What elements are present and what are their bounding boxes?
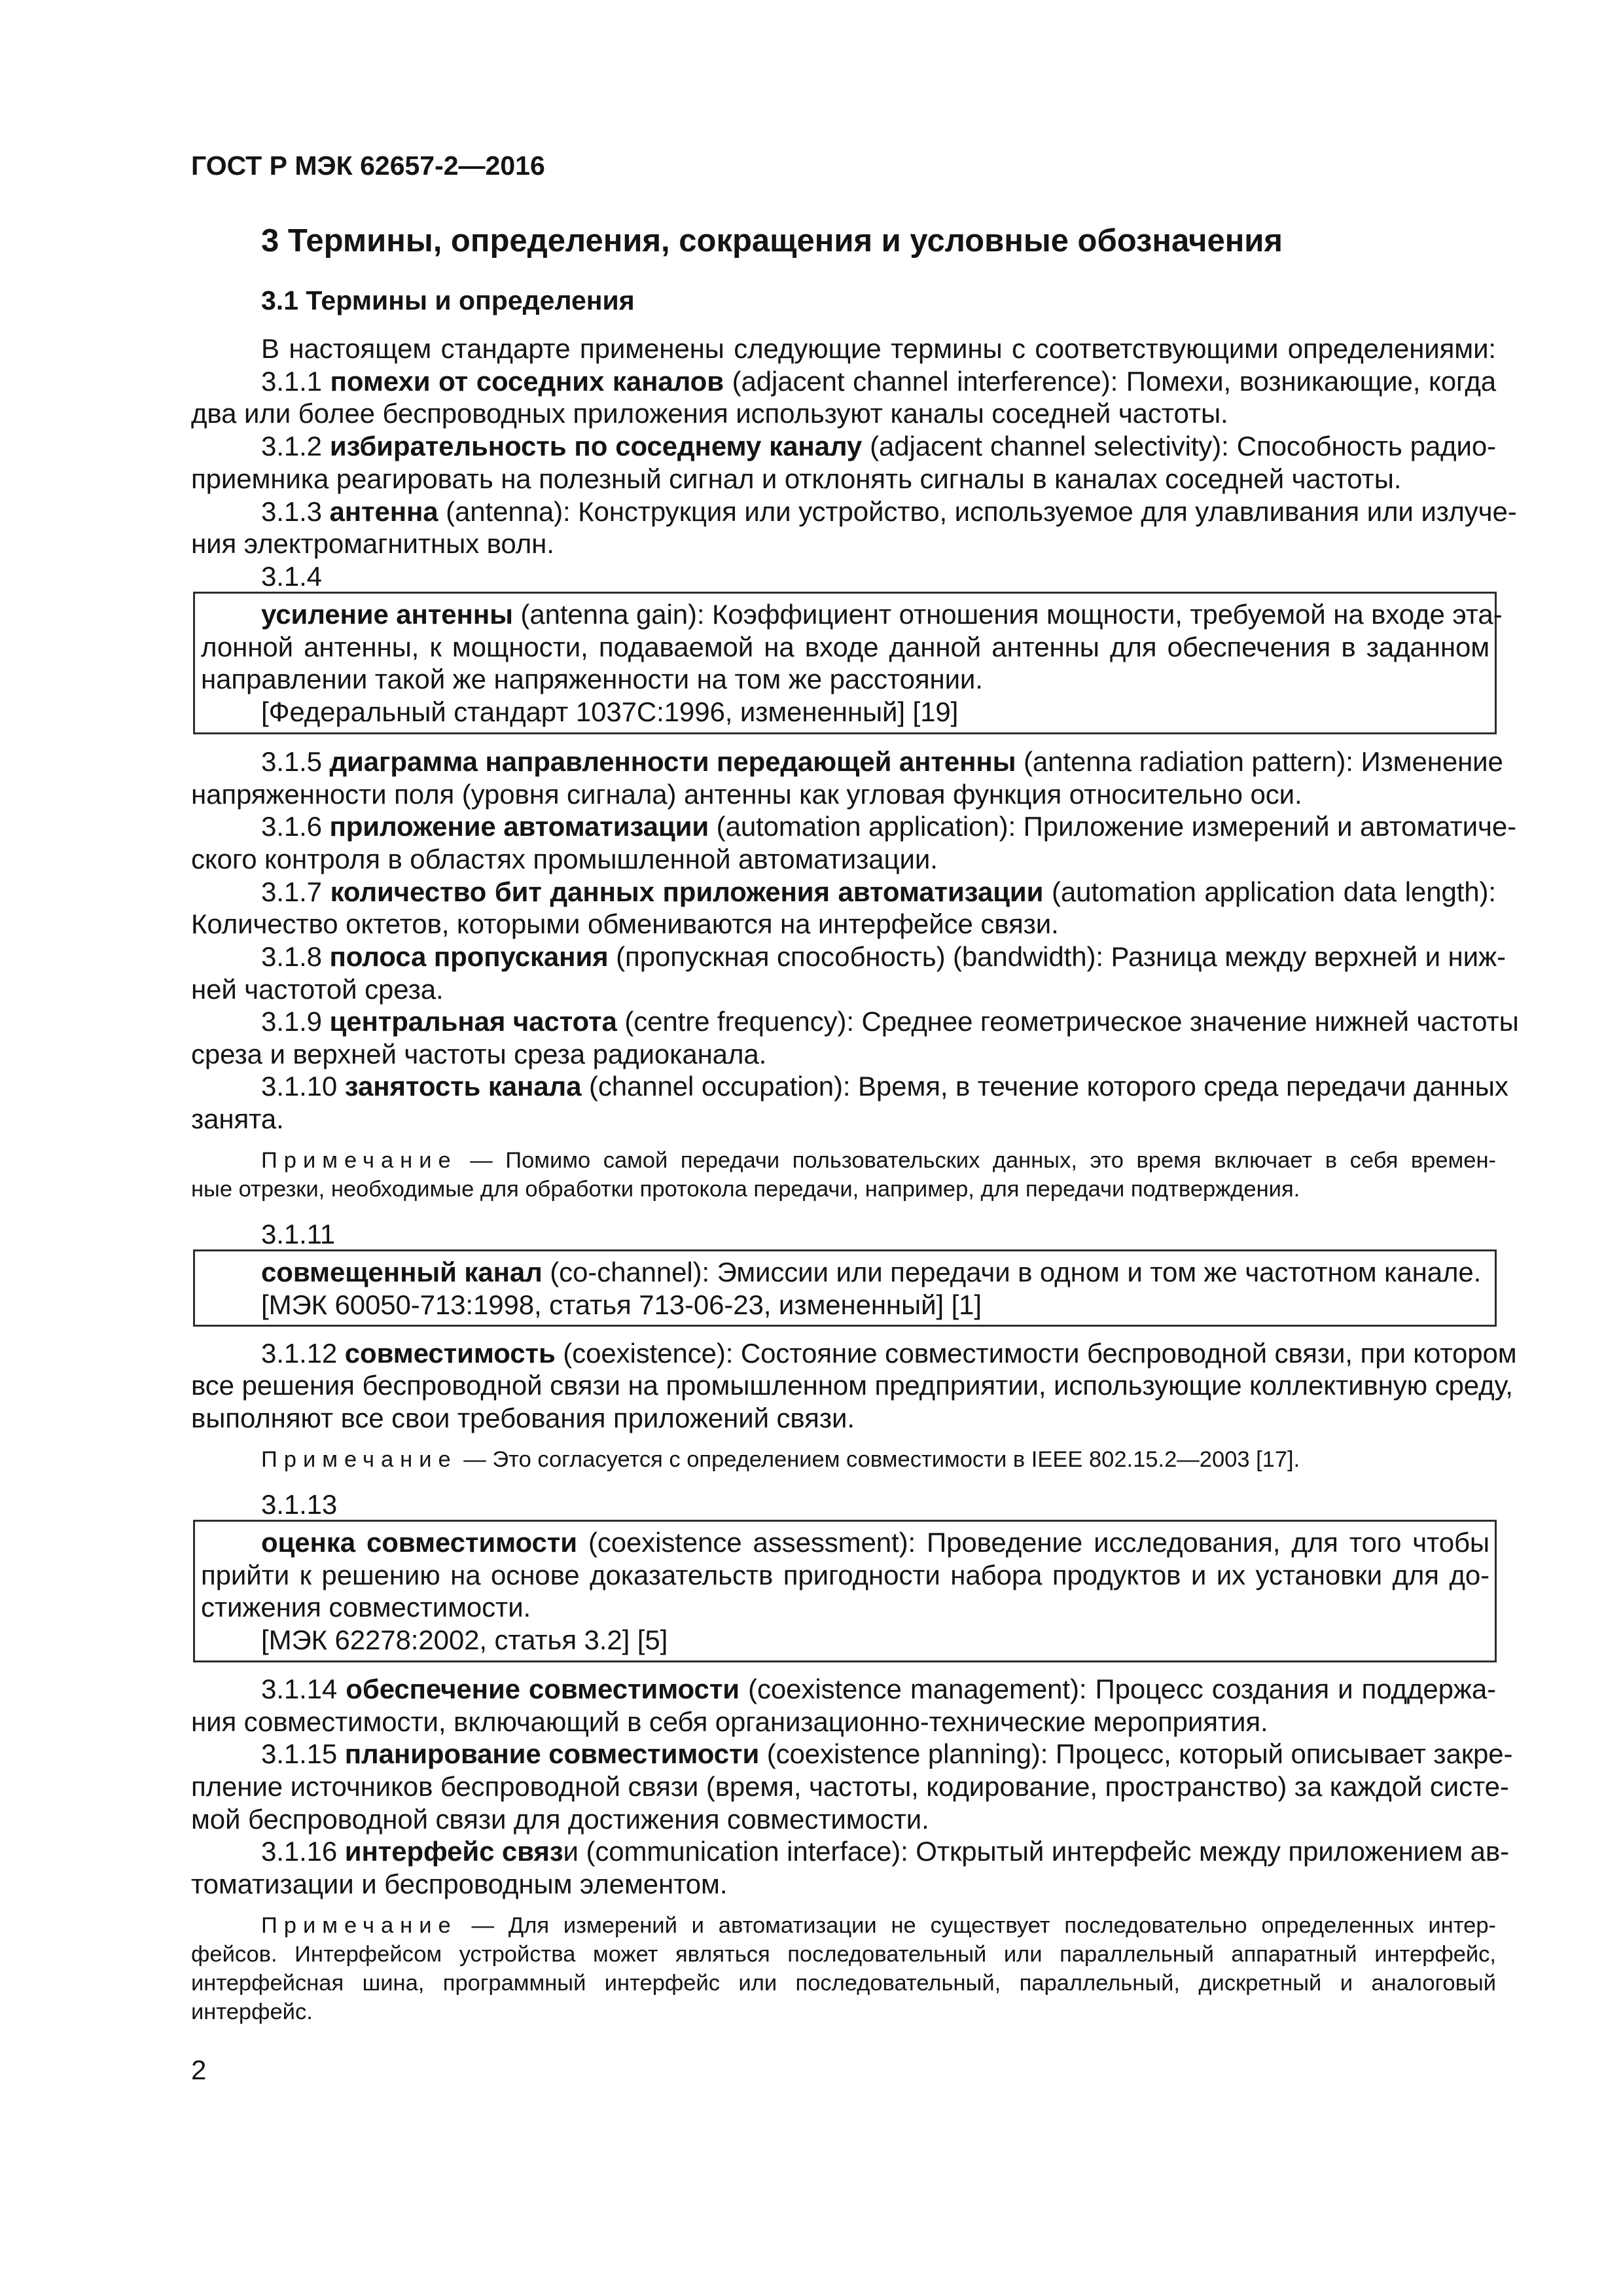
term-3-1-4-number: 3.1.4 (261, 561, 322, 592)
term-3-1-8-cont: ней частотой среза. (191, 974, 444, 1005)
term-3-1-13-cont: прийти к решению на основе доказательств пригодности набора продуктов и их установки для до- (201, 1560, 1489, 1590)
note-3-1-12: Примечание — Это согласуется с определением совместимости в IEEE 802.15.2—2003 [17]. (261, 1447, 1300, 1472)
term-3-1-13-cont: стижения совместимости. (201, 1592, 531, 1623)
term-3-1-13: оценка совместимости (coexistence assessment): Проведение исследования, для того чтобы (261, 1527, 1490, 1558)
term-3-1-4-source: [Федеральный стандарт 1037C:1996, измененный] [19] (261, 696, 959, 727)
term-name: оценка совместимости (261, 1527, 577, 1558)
term-3-1-8: 3.1.8 полоса пропускания (пропускная способность) (bandwidth): Разница между верхней и ниж- (261, 941, 1506, 972)
term-name: приложение автоматизации (329, 811, 709, 842)
term-3-1-14: 3.1.14 обеспечение совместимости (coexistence management): Процесс создания и поддержа- (261, 1674, 1496, 1704)
term-name: совмещенный канал (261, 1257, 543, 1287)
term-name: центральная частота (329, 1006, 617, 1037)
term-3-1-4-cont: лонной антенны, к мощности, подаваемой на входе данной антенны для обеспечения в заданном (201, 632, 1489, 662)
document-header: ГОСТ Р МЭК 62657-2—2016 (191, 151, 545, 181)
note-label: Примечание (261, 1148, 457, 1173)
term-3-1-1-cont: два или более беспроводных приложения используют каналы соседней частоты. (191, 398, 1228, 429)
term-name: занятость канала (344, 1071, 582, 1102)
term-3-1-1: 3.1.1 помехи от соседних каналов (adjacent channel interference): Помехи, возникающие, когда (261, 366, 1496, 397)
term-3-1-2-cont: приемника реагировать на полезный сигнал и отклонять сигналы в каналах соседней частоты. (191, 463, 1402, 494)
term-3-1-12-cont: выполняют все свои требования приложений связи. (191, 1403, 855, 1433)
term-3-1-4: усиление антенны (antenna gain): Коэффициент отношения мощности, требуемой на входе эта- (261, 599, 1503, 630)
subsection-title: 3.1 Термины и определения (261, 285, 635, 315)
note-3-1-16: Примечание — Для измерений и автоматизации не существует последовательно определенных интер- (261, 1913, 1496, 1938)
term-name: усиление антенны (261, 599, 513, 630)
term-name: антенна (329, 496, 438, 527)
term-3-1-16-cont: томатизации и беспроводным элементом. (191, 1869, 728, 1899)
note-3-1-16-cont: интерфейсная шина, программный интерфейс или последовательный, параллельный, дискретный и аналоговый (191, 1971, 1496, 1996)
term-name: обеспечение совместимости (346, 1674, 740, 1704)
term-name: помехи от соседних каналов (330, 366, 724, 397)
term-3-1-10-cont: занята. (191, 1103, 284, 1134)
term-3-1-7-cont: Количество октетов, которыми обмениваются на интерфейсе связи. (191, 908, 1059, 939)
term-3-1-5-cont: напряженности поля (уровня сигнала) антенны как угловая функция относительно оси. (191, 779, 1302, 810)
term-name: полоса пропускания (329, 941, 609, 972)
note-label: Примечание (261, 1913, 457, 1938)
term-3-1-6-cont: ского контроля в областях промышленной автоматизации. (191, 844, 938, 874)
term-3-1-13-number: 3.1.13 (261, 1489, 338, 1520)
term-3-1-12: 3.1.12 совместимость (coexistence): Состояние совместимости беспроводной связи, при котором (261, 1338, 1517, 1369)
note-3-1-16-cont: фейсов. Интерфейсом устройства может являться последовательный или параллельный аппаратный интерфейс, (191, 1942, 1496, 1967)
note-3-1-10-cont: ные отрезки, необходимые для обработки протокола передачи, например, для передачи подтверждения. (191, 1177, 1300, 1202)
term-3-1-4-cont: направлении такой же напряженности на том же расстоянии. (201, 664, 983, 694)
term-3-1-7: 3.1.7 количество бит данных приложения автоматизации (automation application data length): (261, 876, 1496, 907)
term-3-1-11-source: [МЭК 60050-713:1998, статья 713-06-23, измененный] [1] (261, 1289, 982, 1320)
term-3-1-3: 3.1.3 антенна (antenna): Конструкция или устройство, используемое для улавливания или излуче- (261, 496, 1517, 527)
term-name: избирательность по соседнему каналу (329, 431, 863, 461)
page-number: 2 (191, 2054, 207, 2085)
term-3-1-15-cont: мой беспроводной связи для достижения совместимости. (191, 1804, 929, 1835)
term-name: интерфейс связ (344, 1836, 563, 1867)
term-3-1-12-cont: все решения беспроводной связи на промышленном предприятии, использующие коллективную среду, (191, 1370, 1513, 1401)
term-3-1-11: совмещенный канал (co-channel): Эмиссии или передачи в одном и том же частотном канале. (261, 1257, 1482, 1287)
section-title: 3 Термины, определения, сокращения и условные обозначения (261, 223, 1283, 259)
term-3-1-14-cont: ния совместимости, включающий в себя организационно-технические мероприятия. (191, 1706, 1268, 1737)
note-3-1-16-cont: интерфейс. (191, 2000, 313, 2024)
note-label: Примечание (261, 1447, 457, 1472)
term-name: планирование совместимости (344, 1738, 760, 1769)
term-3-1-2: 3.1.2 избирательность по соседнему каналу (adjacent channel selectivity): Способность радио- (261, 431, 1497, 461)
term-3-1-13-source: [МЭК 62278:2002, статья 3.2] [5] (261, 1624, 668, 1655)
term-3-1-3-cont: ния электромагнитных волн. (191, 528, 554, 559)
term-name: диаграмма направленности передающей антенны (329, 746, 1016, 777)
term-3-1-16: 3.1.16 интерфейс связи (communication interface): Открытый интерфейс между приложением ав- (261, 1836, 1509, 1867)
term-3-1-15-cont: пление источников беспроводной связи (время, частоты, кодирование, пространство) за каждой систе- (191, 1771, 1509, 1802)
term-3-1-9-cont: среза и верхней частоты среза радиоканала. (191, 1039, 767, 1069)
term-3-1-9: 3.1.9 центральная частота (centre frequency): Среднее геометрическое значение нижней частоты (261, 1006, 1519, 1037)
term-3-1-10: 3.1.10 занятость канала (channel occupation): Время, в течение которого среда передачи данных (261, 1071, 1508, 1102)
term-name: совместимость (344, 1338, 556, 1369)
term-3-1-11-number: 3.1.11 (261, 1219, 336, 1249)
note-3-1-10: Примечание — Помимо самой передачи пользовательских данных, это время включает в себя времен- (261, 1148, 1496, 1173)
term-3-1-6: 3.1.6 приложение автоматизации (automation application): Приложение измерений и автоматиче- (261, 811, 1516, 842)
term-3-1-15: 3.1.15 планирование совместимости (coexistence planning): Процесс, который описывает закре- (261, 1738, 1513, 1769)
term-3-1-5: 3.1.5 диаграмма направленности передающей антенны (antenna radiation pattern): Изменение (261, 746, 1503, 777)
intro-text: В настоящем стандарте применены следующие термины с соответствующими определениями: (261, 333, 1496, 364)
term-name: количество бит данных приложения автоматизации (330, 876, 1044, 907)
